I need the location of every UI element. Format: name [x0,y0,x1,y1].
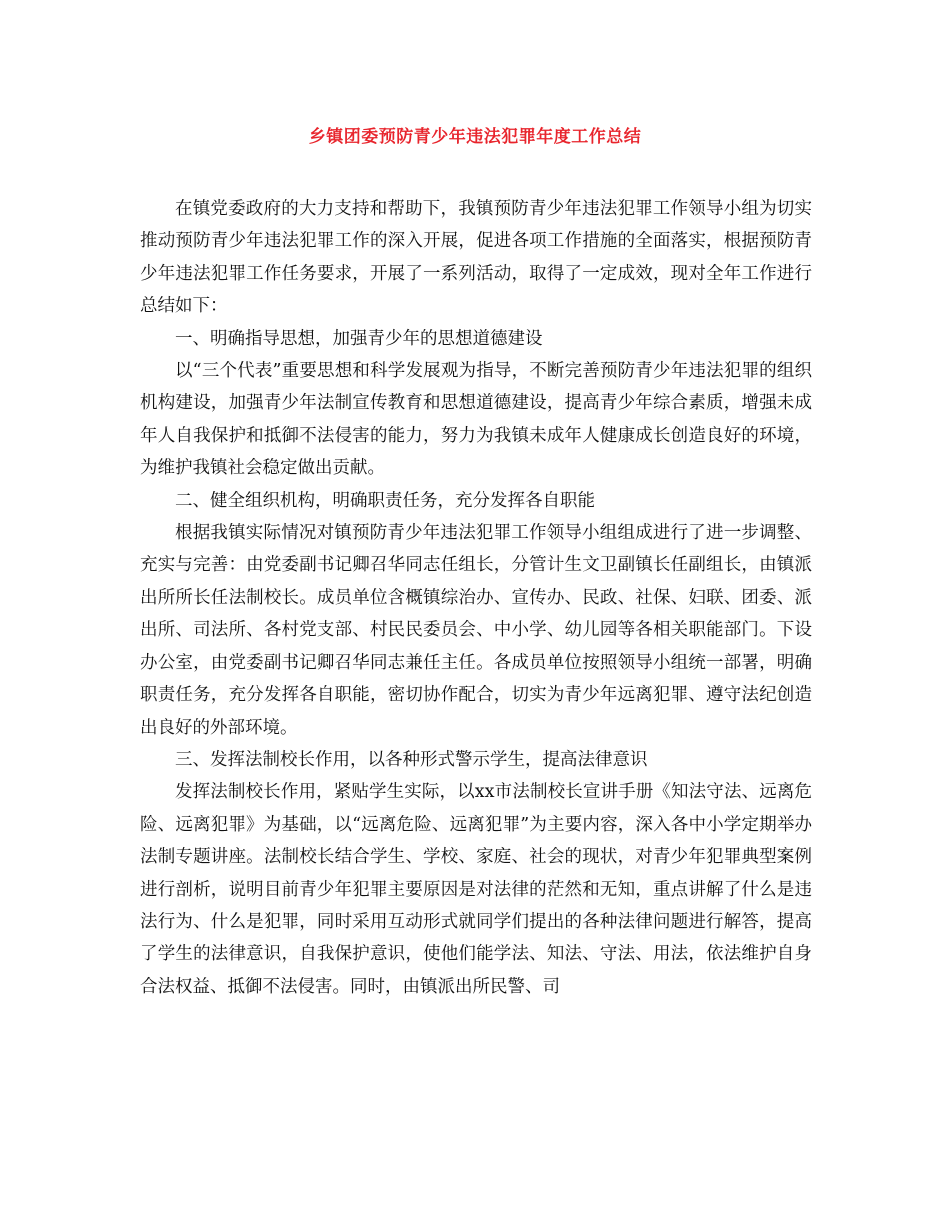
intro-paragraph: 在镇党委政府的大力支持和帮助下，我镇预防青少年违法犯罪工作领导小组为切实推动预防青少年违法犯罪工作的深入开展，促进各项工作措施的全面落实，根据预防青少年违法犯罪工作任务要求，开展了一系列活动，取得了一定成效，现对全年工作进行总结如下： [140,199,812,317]
section-heading-1: 一、明确指导思想，加强青少年的思想道德建设 [175,328,543,349]
section-heading-3: 三、发挥法制校长作用，以各种形式警示学生，提高法律意识 [175,749,648,770]
section-paragraph-1: 以“三个代表”重要思想和科学发展观为指导，不断完善预防青少年违法犯罪的组织机构建设，加强青少年法制宣传教育和思想道德建设，提高青少年综合素质，增强未成年人自我保护和抵御不法侵害的能力，努力为我镇未成年人健康成长创造良好的环境，为维护我镇社会稳定做出贡献。 [140,361,812,479]
document-title: 乡镇团委预防青少年违法犯罪年度工作总结 [308,127,642,147]
section-paragraph-3: 发挥法制校长作用，紧贴学生实际，以xx市法制校长宣讲手册《知法守法、远离危险、远离犯罪》为基础，以“远离危险、远离犯罪”为主要内容，深入各中小学定期举办法制专题讲座。法制校长结合学生、学校、家庭、社会的现状，对青少年犯罪典型案例进行剖析，说明目前青少年犯罪主要原因是对法律的茫然和无知，重点讲解了什么是违法行为、什么是犯罪，同时采用互动形式就同学们提出的各种法律问题进行解答，提高了学生的法律意识，自我保护意识，使他们能学法、知法、守法、用法，依法维护自身合法权益、抵御不法侵害。同时，由镇派出所民警、司 [140,782,812,997]
section-paragraph-2: 根据我镇实际情况对镇预防青少年违法犯罪工作领导小组组成进行了进一步调整、充实与完善：由党委副书记卿召华同志任组长，分管计生文卫副镇长任副组长，由镇派出所所长任法制校长。成员单位含概镇综治办、宣传办、民政、社保、妇联、团委、派出所、司法所、各村党支部、村民民委员会、中小学、幼儿园等各相关职能部门。下设办公室，由党委副书记卿召华同志兼任主任。各成员单位按照领导小组统一部署，明确职责任务，充分发挥各自职能，密切协作配合，切实为青少年远离犯罪、遵守法纪创造出良好的外部环境。 [140,523,812,738]
section-heading-2: 二、健全组织机构，明确职责任务，充分发挥各自职能 [175,490,595,511]
document-body [140,193,812,1003]
